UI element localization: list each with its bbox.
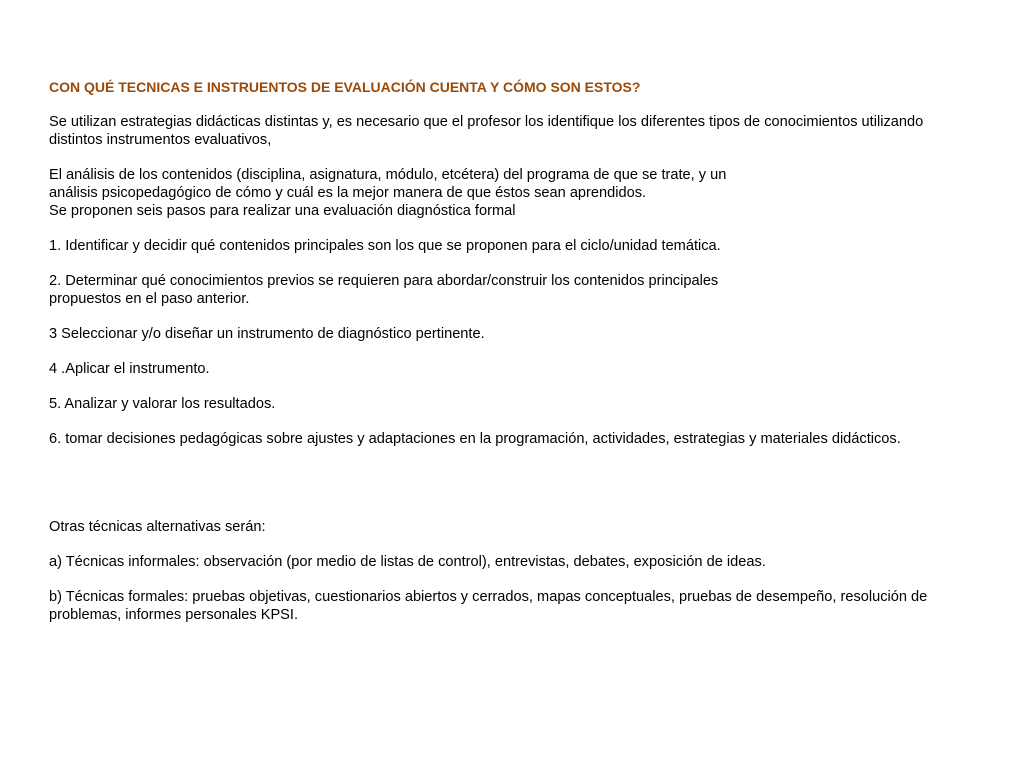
slide-content [49,78,989,624]
formal-techniques: b) Técnicas formales: pruebas objetivas, cuestionarios abiertos y cerrados, mapas conceptuales, pruebas de desempeño, resolución de problemas, informes personales KPSI. [49,589,928,623]
step-6: 6. tomar decisiones pedagógicas sobre ajustes y adaptaciones en la programación, actividades, estrategias y materiales didácticos. [49,431,901,447]
intro-paragraph: Se utilizan estrategias didácticas distintas y, es necesario que el profesor los identifique los diferentes tipos de conocimientos utilizando distintos instrumentos evaluativos, [49,114,924,148]
step-1: 1. Identificar y decidir qué contenidos principales son los que se proponen para el ciclo/unidad temática. [49,238,721,254]
other-techniques-heading: Otras técnicas alternativas serán: [49,519,266,535]
analysis-paragraph: El análisis de los contenidos (disciplina, asignatura, módulo, etcétera) del programa de que se trate, y un análisis psicopedagógico de cómo y cuál es la mejor manera de que éstos sean aprendidos. [49,167,727,201]
informal-techniques: a) Técnicas informales: observación (por medio de listas de control), entrevistas, debates, exposición de ideas. [49,554,766,570]
slide-heading: CON QUÉ TECNICAS E INSTRUENTOS DE EVALUACIÓN CUENTA Y CÓMO SON ESTOS? [49,79,641,95]
six-steps-intro: Se proponen seis pasos para realizar una evaluación diagnóstica formal [49,203,516,219]
step-3: 3 Seleccionar y/o diseñar un instrumento de diagnóstico pertinente. [49,326,485,342]
step-2: 2. Determinar qué conocimientos previos se requieren para abordar/construir los contenidos principales propuestos en el paso anterior. [49,273,719,307]
step-5: 5. Analizar y valorar los resultados. [49,396,276,412]
step-4: 4 .Aplicar el instrumento. [49,361,210,377]
